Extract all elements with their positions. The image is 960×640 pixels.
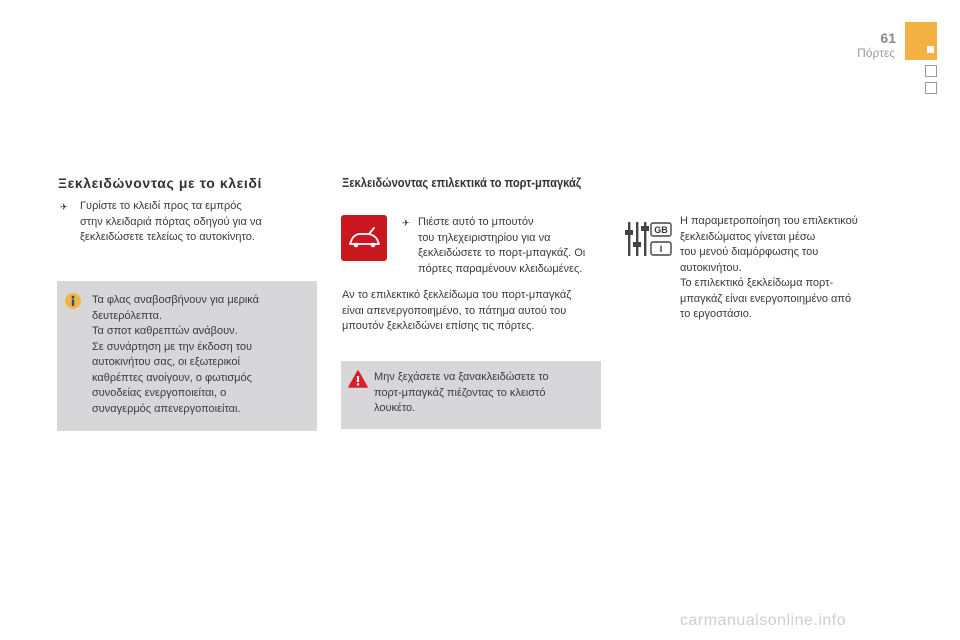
heading-unlock-with-key: Ξεκλειδώνοντας με το κλειδί bbox=[58, 175, 262, 191]
bullet-icon: ✈ bbox=[60, 202, 68, 212]
settings-gb-i-icon bbox=[625, 218, 675, 260]
button-instruction-text: Πιέστε αυτό το μπουτόν του τηλεχειριστηρίου για να ξεκλειδώσετε το πορτ-μπαγκάζ. Οι πόρτες παραμένουν κλειδωμένες. bbox=[418, 216, 586, 275]
chapter-tab-box-1[interactable] bbox=[925, 65, 937, 77]
bullet-icon: ✈ bbox=[402, 218, 410, 228]
chapter-tab-box-2[interactable] bbox=[925, 82, 937, 94]
key-instruction-text: Γυρίστε το κλειδί προς τα εμπρός στην κλειδαριά πόρτας οδηγού για να ξεκλειδώσετε τελείως το αυτοκίνητο. bbox=[80, 200, 262, 243]
configuration-text: Η παραμετροποίηση του επιλεκτικού ξεκλειδώματος γίνεται μέσω του μενού διαμόρφωσης του αυτοκινήτου. Το επιλεκτικό ξεκλείδωμα πορτ- μπαγκάζ είναι ενεργοποιημένο από το εργοστάσιο. bbox=[680, 215, 858, 320]
warning-note-box bbox=[341, 361, 601, 429]
heading-selective-trunk-unlock: Ξεκλειδώνοντας επιλεκτικά το πορτ-μπαγκάζ bbox=[342, 175, 582, 190]
warning-note-text: Μην ξεχάσετε να ξανακλειδώσετε το πορτ-μπαγκάζ πιέζοντας το κλειστό λουκέτο. bbox=[374, 371, 549, 414]
trunk-unlock-button-icon bbox=[341, 215, 387, 261]
badge-i-label: I bbox=[659, 244, 663, 254]
info-note-box bbox=[57, 281, 317, 431]
tab-marker bbox=[927, 46, 934, 53]
warning-icon bbox=[348, 370, 368, 388]
info-note-text: Τα φλας αναβοσβήνουν για μερικά δευτερόλεπτα. Τα σποτ καθρεπτών ανάβουν. Σε συνάρτηση με την έκδοση του αυτοκινήτου σας, οι εξωτερικοί καθρέπτες ανοίγουν, ο φωτισμός συνοδείας ενεργοποιείται, ο συναγερμός απενεργοποιείται. bbox=[92, 294, 260, 415]
badge-gb-label: GB bbox=[654, 225, 668, 235]
page-number: 61 bbox=[880, 30, 896, 46]
selective-unlock-paragraph: Αν το επιλεκτικό ξεκλείδωμα του πορτ-μπαγκάζ είναι απενεργοποιημένο, το πάτημα αυτού του μπουτόν ξεκλειδώνει επίσης τις πόρτες. bbox=[342, 289, 572, 332]
chapter-tab-active[interactable] bbox=[905, 22, 937, 60]
watermark: carmanualsonline.info bbox=[680, 612, 847, 629]
section-title: Πόρτες bbox=[857, 46, 895, 60]
info-icon bbox=[65, 293, 81, 309]
